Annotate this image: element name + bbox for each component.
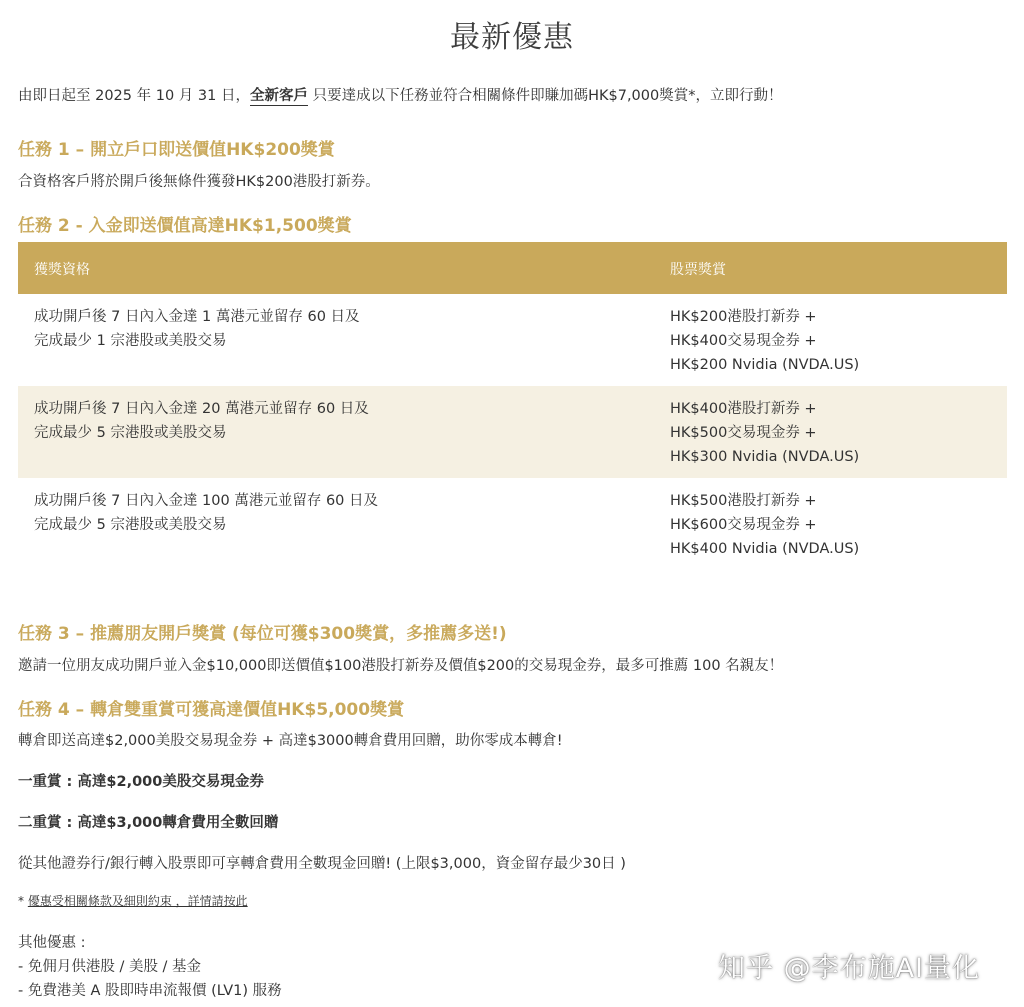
task4-reward1: 一重賞 : 高達$2,000美股交易現金券 — [18, 774, 264, 790]
task4-heading: 任務 4 – 轉倉雙重賞可獲高達價值HK$5,000獎賞 — [18, 700, 405, 720]
reward-line: HK$400 Nvidia (NVDA.US) — [670, 541, 860, 557]
task3-text: 邀請一位朋友成功開戶並入金$10,000即送價值$100港股打新券及價值$200的交易現金券，最多可推薦 100 名親友！ — [18, 658, 784, 674]
condition-line: 完成最少 5 宗港股或美股交易 — [34, 425, 227, 441]
intro-before: 由即日起至 2025 年 10 月 31 日， — [18, 88, 250, 104]
reward-line: HK$600交易現金券 + — [670, 517, 817, 533]
reward-table — [18, 242, 1007, 570]
reward-line: HK$200 Nvidia (NVDA.US) — [670, 357, 860, 373]
watermark-text: 知乎 @李布施AI量化 — [718, 953, 981, 984]
table-row — [18, 478, 1007, 570]
condition-line: 完成最少 1 宗港股或美股交易 — [34, 333, 227, 349]
page-title: 最新優惠 — [450, 20, 574, 55]
reward-line: HK$400交易現金券 + — [670, 333, 817, 349]
table-header — [18, 242, 1007, 294]
reward-line: HK$300 Nvidia (NVDA.US) — [670, 449, 860, 465]
intro-text — [18, 84, 782, 105]
task3-heading: 任務 3 – 推薦朋友開戶獎賞 (每位可獲$300獎賞，多推薦多送!) — [18, 624, 507, 644]
terms-link[interactable]: 優惠受相關條款及細則約束 ，詳情請按此 — [27, 894, 248, 908]
task4-note: 從其他證券行/銀行轉入股票即可享轉倉費用全數現金回贈! (上限$3,000，資金留存最少30日 ) — [18, 856, 626, 872]
reward-line: HK$500交易現金券 + — [670, 425, 817, 441]
header-stock-reward: 股票獎賞 — [670, 262, 726, 278]
condition-cell — [34, 489, 378, 537]
condition-cell — [34, 305, 360, 353]
task1-text: 合資格客戶將於開戶後無條件獲發HK$200港股打新券。 — [18, 174, 380, 190]
reward-line: HK$500港股打新券 + — [670, 493, 817, 509]
new-customer-highlight: 全新客戶 — [249, 88, 308, 104]
task2-heading: 任務 2 - 入金即送價值高達HK$1,500獎賞 — [18, 216, 352, 236]
table-row — [18, 294, 1007, 386]
reward-cell — [670, 305, 859, 377]
task4-reward2: 二重賞 : 高達$3,000轉倉費用全數回贈 — [18, 815, 279, 831]
condition-line: 成功開戶後 7 日內入金達 1 萬港元並留存 60 日及 — [34, 309, 360, 325]
footnote-star: * — [18, 894, 28, 908]
condition-line: 完成最少 5 宗港股或美股交易 — [34, 517, 227, 533]
condition-line: 成功開戶後 7 日內入金達 20 萬港元並留存 60 日及 — [34, 401, 369, 417]
other-offers — [18, 931, 282, 1003]
other-offer-item: - 免費港美 A 股即時串流報價 (LV1) 服務 — [18, 983, 282, 999]
header-eligibility: 獲獎資格 — [34, 262, 90, 278]
terms-footnote — [18, 892, 248, 909]
task4-text: 轉倉即送高達$2,000美股交易現金券 + 高達$3000轉倉費用回贈，助你零成本轉倉! — [18, 733, 563, 749]
reward-cell — [670, 397, 859, 469]
reward-line: HK$200港股打新券 + — [670, 309, 817, 325]
reward-cell — [670, 489, 859, 561]
table-row — [18, 386, 1007, 478]
intro-after: 只要達成以下任務並符合相關條件即賺加碼HK$7,000獎賞*，立即行動！ — [307, 88, 783, 104]
condition-cell — [34, 397, 369, 445]
other-offer-item: - 免佣月供港股 / 美股 / 基金 — [18, 959, 202, 975]
reward-line: HK$400港股打新券 + — [670, 401, 817, 417]
condition-line: 成功開戶後 7 日內入金達 100 萬港元並留存 60 日及 — [34, 493, 379, 509]
other-offers-label: 其他優惠 : — [18, 935, 86, 951]
task1-heading: 任務 1 – 開立戶口即送價值HK$200獎賞 — [18, 140, 335, 160]
